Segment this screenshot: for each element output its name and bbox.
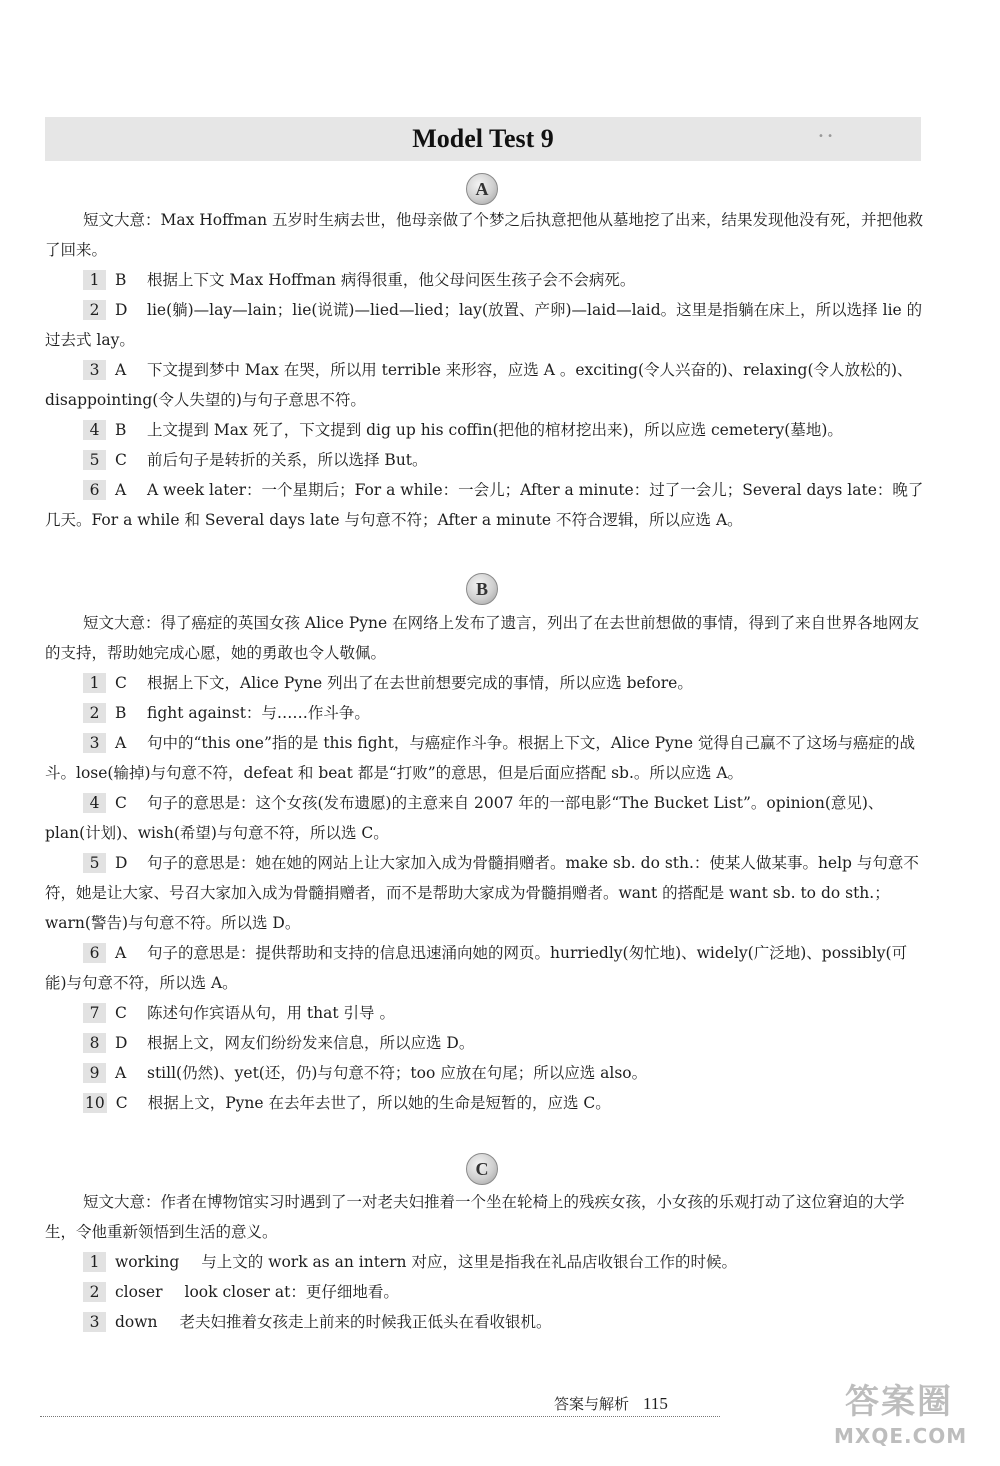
answer-explanation: 陈述句作宾语从句，用 that 引导 。: [147, 1004, 395, 1022]
title-band: [45, 117, 921, 161]
answer-explanation: 根据上下文 Max Hoffman 病得很重，他父母问医生孩子会不会病死。: [147, 271, 636, 289]
question-number: 2: [83, 703, 106, 723]
answer-word: down: [115, 1313, 158, 1331]
answer-letter: A: [115, 734, 127, 752]
answer-item: [45, 668, 925, 698]
question-number: 6: [83, 943, 106, 963]
answer-item: [45, 698, 925, 728]
question-number: 5: [83, 853, 106, 873]
answer-item: [45, 938, 925, 998]
answer-item: [45, 1277, 925, 1307]
answer-explanation: 根据上文，网友们纷纷发来信息，所以应选 D。: [147, 1034, 475, 1052]
question-number: 4: [83, 420, 106, 440]
question-number: 6: [83, 480, 106, 500]
answer-explanation: 与上文的 work as an intern 对应，这里是指我在礼品店收银台工作的时候。: [201, 1253, 737, 1271]
answer-explanation: 根据上文，Pyne 在去年去世了，所以她的生命是短暂的，应选 C。: [147, 1094, 611, 1112]
answer-item: [45, 1088, 925, 1118]
answer-word: working: [115, 1253, 180, 1271]
answer-letter: B: [115, 271, 127, 289]
answer-explanation: lie(躺)—lay—lain；lie(说谎)—lied—lied；lay(放置、产卵)—laid—laid。这里是指躺在床上，所以选择 lie 的过去式 lay。: [45, 301, 923, 349]
answer-item: [45, 1058, 925, 1088]
answer-item: [45, 998, 925, 1028]
question-number: 7: [83, 1003, 106, 1023]
answer-letter: B: [115, 704, 127, 722]
answer-item: [45, 848, 925, 938]
section-summary: 短文大意：得了癌症的英国女孩 Alice Pyne 在网络上发布了遗言，列出了在去世前想做的事情，得到了来自世界各地网友的支持，帮助她完成心愿，她的勇敢也令人敬佩。: [45, 614, 920, 662]
question-number: 1: [83, 270, 106, 290]
question-number: 5: [83, 450, 106, 470]
answer-item: [45, 265, 925, 295]
answer-explanation: still(仍然)、yet(还，仍)与句意不符；too 应放在句尾；所以应选 also。: [147, 1064, 648, 1082]
section-summary: 短文大意：Max Hoffman 五岁时生病去世，他母亲做了个梦之后执意把他从墓地挖了出来，结果发现他没有死，并把他救了回来。: [45, 211, 923, 259]
answer-item: [45, 1247, 925, 1277]
footer-label: 答案与解析: [554, 1395, 630, 1413]
answer-item: [45, 415, 925, 445]
answer-explanation: A week later：一个星期后；For a while：一会儿；After a minute：过了一会儿；Several days late：晚了几天。For a while 和 Several days late 与句意不符；After a minute 不符合逻辑，所以应选 A。: [45, 481, 924, 529]
answer-explanation: look closer at：更仔细地看。: [184, 1283, 399, 1301]
answer-item: [45, 475, 925, 535]
question-number: 4: [83, 793, 106, 813]
watermark-logo: [834, 1380, 968, 1460]
answer-letter: C: [115, 1004, 127, 1022]
answer-item: [45, 1307, 925, 1337]
answer-item: [45, 445, 925, 475]
section-a: [45, 205, 925, 535]
page-title: Model Test 9: [412, 124, 554, 153]
answer-letter: A: [115, 944, 127, 962]
question-number: 1: [83, 1252, 106, 1272]
answer-letter: D: [115, 1034, 128, 1052]
section-badge-c: C: [466, 1153, 498, 1185]
answer-word: closer: [115, 1283, 163, 1301]
watermark-domain: MXQE.COM: [834, 1424, 968, 1448]
question-number: 3: [83, 733, 106, 753]
answer-item: [45, 788, 925, 848]
answer-letter: C: [115, 674, 127, 692]
answer-letter: C: [115, 794, 127, 812]
answer-item: [45, 1028, 925, 1058]
section-c: [45, 1187, 925, 1337]
answer-explanation: 根据上下文，Alice Pyne 列出了在去世前想要完成的事情，所以应选 before。: [147, 674, 693, 692]
answer-explanation: 前后句子是转折的关系，所以选择 But。: [147, 451, 428, 469]
answer-letter: B: [115, 421, 127, 439]
section-summary: 短文大意：作者在博物馆实习时遇到了一对老夫妇推着一个坐在轮椅上的残疾女孩，小女孩的乐观打动了这位窘迫的大学生，令他重新领悟到生活的意义。: [45, 1193, 905, 1241]
answer-letter: C: [115, 451, 127, 469]
answer-letter: A: [115, 1064, 127, 1082]
answer-explanation: 句中的“this one”指的是 this fight，与癌症作斗争。根据上下文，Alice Pyne 觉得自己赢不了这场与癌症的战斗。lose(输掉)与句意不符，defeat 和 beat 都是“打败”的意思，但是后面应搭配 sb.。所以应选 A。: [45, 734, 915, 782]
answer-explanation: 句子的意思是：她在她的网站上让大家加入成为骨髓捐赠者。make sb. do sth.：使某人做某事。help 与句意不符，她是让大家、号召大家加入成为骨髓捐赠者，而不是帮助大家成为骨髓捐赠者。want 的搭配是 want sb. to do sth.；warn(警告)与句意不符。所以选 D。: [45, 854, 919, 932]
question-number: 2: [83, 300, 106, 320]
answer-letter: D: [115, 301, 128, 319]
question-number: 9: [83, 1063, 106, 1083]
question-number: 2: [83, 1282, 106, 1302]
answer-explanation: 句子的意思是：提供帮助和支持的信息迅速涌向她的网页。hurriedly(匆忙地)、widely(广泛地)、possibly(可能)与句意不符，所以选 A。: [45, 944, 908, 992]
question-number: 1: [83, 673, 106, 693]
question-number: 8: [83, 1033, 106, 1053]
answer-explanation: 下文提到梦中 Max 在哭，所以用 terrible 来形容，应选 A 。exciting(令人兴奋的)、relaxing(令人放松的)、disappointing(令人失望的)与句子意思不符。: [45, 361, 913, 409]
answer-explanation: 老夫妇推着女孩走上前来的时候我正低头在看收银机。: [179, 1313, 552, 1331]
page-footer: [554, 1393, 668, 1414]
section-b: [45, 608, 925, 1118]
answer-explanation: fight against：与……作斗争。: [147, 704, 370, 722]
answer-explanation: 上文提到 Max 死了，下文提到 dig up his coffin(把他的棺材挖出来)，所以应选 cemetery(墓地)。: [147, 421, 843, 439]
page-number: 115: [643, 1394, 668, 1413]
question-number: 3: [83, 1312, 106, 1332]
section-badge-b: B: [466, 573, 498, 605]
answer-item: [45, 728, 925, 788]
answer-item: [45, 295, 925, 355]
answer-letter: A: [115, 361, 127, 379]
decorative-dots: • •: [818, 131, 833, 142]
answer-letter: C: [115, 1094, 128, 1112]
answer-letter: D: [115, 854, 128, 872]
answer-item: [45, 355, 925, 415]
watermark-text: 答案圈: [845, 1382, 953, 1422]
question-number: 10: [85, 1094, 105, 1112]
question-number: 3: [83, 360, 106, 380]
answer-letter: A: [115, 481, 127, 499]
section-badge-a: A: [466, 173, 498, 205]
footer-dotted-rule: [40, 1416, 720, 1417]
answer-explanation: 句子的意思是：这个女孩(发布遗愿)的主意来自 2007 年的一部电影“The Bucket List”。opinion(意见)、plan(计划)、wish(希望)与句意不符，所以选 C。: [45, 794, 884, 842]
